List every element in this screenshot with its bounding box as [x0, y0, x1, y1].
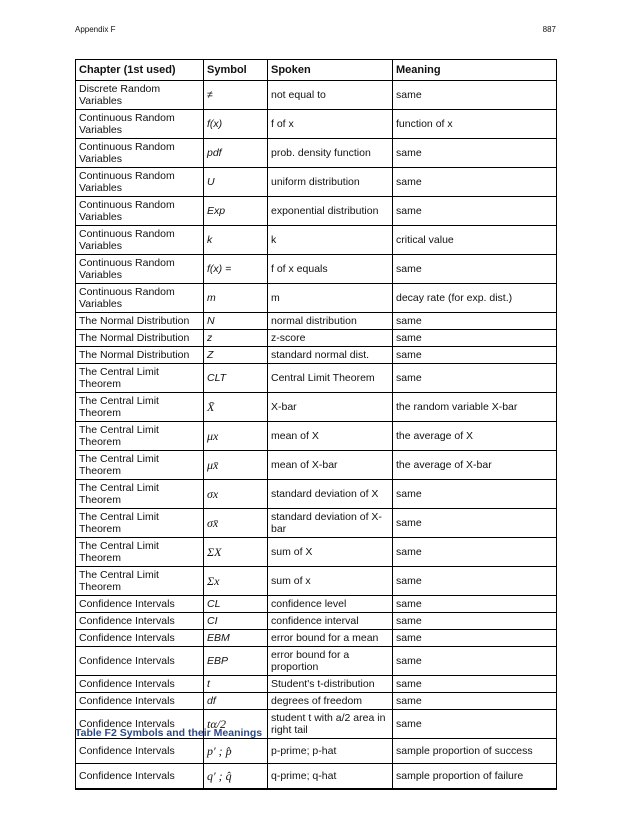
- table-row: [76, 364, 557, 393]
- cell-symbol: N: [204, 313, 268, 330]
- cell-symbol: q′ ; q̂: [204, 764, 268, 789]
- cell-meaning: same: [393, 197, 557, 226]
- cell-symbol: t: [204, 676, 268, 693]
- cell-symbol: ≠: [204, 81, 268, 110]
- table-row: [76, 347, 557, 364]
- cell-chapter: The Central Limit Theorem: [76, 538, 204, 567]
- table-row: [76, 567, 557, 596]
- cell-chapter: The Central Limit Theorem: [76, 451, 204, 480]
- cell-chapter: The Central Limit Theorem: [76, 480, 204, 509]
- table-row: [76, 451, 557, 480]
- cell-chapter: Confidence Intervals: [76, 764, 204, 789]
- cell-meaning: same: [393, 676, 557, 693]
- cell-spoken: degrees of freedom: [268, 693, 393, 710]
- cell-meaning: same: [393, 693, 557, 710]
- cell-spoken: exponential distribution: [268, 197, 393, 226]
- column-header-symbol: Symbol: [204, 60, 268, 81]
- cell-meaning: sample proportion of failure: [393, 764, 557, 789]
- table-row: [76, 596, 557, 613]
- cell-chapter: Continuous Random Variables: [76, 226, 204, 255]
- cell-symbol: pdf: [204, 139, 268, 168]
- cell-spoken: confidence level: [268, 596, 393, 613]
- cell-spoken: f of x equals: [268, 255, 393, 284]
- cell-meaning: same: [393, 567, 557, 596]
- table-row: [76, 168, 557, 197]
- cell-symbol: k: [204, 226, 268, 255]
- cell-spoken: standard normal dist.: [268, 347, 393, 364]
- table-row: [76, 197, 557, 226]
- cell-symbol: z: [204, 330, 268, 347]
- cell-meaning: same: [393, 596, 557, 613]
- cell-symbol: ΣX: [204, 538, 268, 567]
- table-row: [76, 630, 557, 647]
- cell-chapter: Continuous Random Variables: [76, 139, 204, 168]
- table-row: [76, 693, 557, 710]
- cell-chapter: Confidence Intervals: [76, 676, 204, 693]
- symbols-table: [75, 59, 557, 790]
- cell-symbol: σx̄: [204, 509, 268, 538]
- table-header-row: [76, 60, 557, 81]
- table-row: [76, 110, 557, 139]
- cell-chapter: Continuous Random Variables: [76, 110, 204, 139]
- cell-chapter: Confidence Intervals: [76, 647, 204, 676]
- table-row: [76, 313, 557, 330]
- cell-meaning: same: [393, 255, 557, 284]
- table-row: [76, 330, 557, 347]
- cell-meaning: same: [393, 509, 557, 538]
- cell-meaning: the average of X: [393, 422, 557, 451]
- table-row: [76, 509, 557, 538]
- cell-symbol: f(x): [204, 110, 268, 139]
- cell-spoken: q-prime; q-hat: [268, 764, 393, 789]
- cell-symbol: EBP: [204, 647, 268, 676]
- cell-symbol: X̄: [204, 393, 268, 422]
- cell-meaning: same: [393, 613, 557, 630]
- cell-meaning: function of x: [393, 110, 557, 139]
- cell-chapter: Continuous Random Variables: [76, 284, 204, 313]
- cell-meaning: the average of X-bar: [393, 451, 557, 480]
- cell-spoken: student t with a/2 area in right tail: [268, 710, 393, 739]
- table-row: [76, 764, 557, 789]
- cell-symbol: U: [204, 168, 268, 197]
- cell-chapter: The Normal Distribution: [76, 330, 204, 347]
- cell-chapter: Confidence Intervals: [76, 630, 204, 647]
- cell-spoken: m: [268, 284, 393, 313]
- cell-symbol: Exp: [204, 197, 268, 226]
- cell-spoken: sum of X: [268, 538, 393, 567]
- table-caption: Table F2 Symbols and their Meanings: [75, 727, 263, 739]
- cell-meaning: same: [393, 480, 557, 509]
- cell-meaning: same: [393, 81, 557, 110]
- table-row: [76, 255, 557, 284]
- cell-symbol: EBM: [204, 630, 268, 647]
- cell-spoken: mean of X: [268, 422, 393, 451]
- cell-meaning: same: [393, 168, 557, 197]
- cell-spoken: sum of x: [268, 567, 393, 596]
- cell-symbol: Σx: [204, 567, 268, 596]
- cell-spoken: uniform distribution: [268, 168, 393, 197]
- table-row: [76, 613, 557, 630]
- cell-spoken: prob. density function: [268, 139, 393, 168]
- cell-chapter: Continuous Random Variables: [76, 197, 204, 226]
- cell-spoken: standard deviation of X: [268, 480, 393, 509]
- table-row: [76, 422, 557, 451]
- column-header-spoken: Spoken: [268, 60, 393, 81]
- cell-spoken: Central Limit Theorem: [268, 364, 393, 393]
- cell-meaning: same: [393, 647, 557, 676]
- cell-spoken: not equal to: [268, 81, 393, 110]
- cell-symbol: CLT: [204, 364, 268, 393]
- cell-chapter: Continuous Random Variables: [76, 168, 204, 197]
- cell-chapter: The Central Limit Theorem: [76, 393, 204, 422]
- cell-spoken: normal distribution: [268, 313, 393, 330]
- column-header-chapter: Chapter (1st used): [76, 60, 204, 81]
- cell-symbol: σx: [204, 480, 268, 509]
- cell-symbol: CL: [204, 596, 268, 613]
- cell-spoken: p-prime; p-hat: [268, 739, 393, 764]
- table-row: [76, 538, 557, 567]
- cell-meaning: same: [393, 347, 557, 364]
- cell-spoken: f of x: [268, 110, 393, 139]
- cell-spoken: confidence interval: [268, 613, 393, 630]
- cell-chapter: Confidence Intervals: [76, 596, 204, 613]
- table-row: [76, 676, 557, 693]
- cell-symbol: μx: [204, 422, 268, 451]
- cell-chapter: Discrete Random Variables: [76, 81, 204, 110]
- cell-chapter: Confidence Intervals: [76, 739, 204, 764]
- cell-symbol: Z: [204, 347, 268, 364]
- page-number: 887: [542, 25, 556, 34]
- cell-meaning: same: [393, 364, 557, 393]
- cell-spoken: Student's t-distribution: [268, 676, 393, 693]
- cell-symbol: m: [204, 284, 268, 313]
- cell-spoken: k: [268, 226, 393, 255]
- cell-meaning: same: [393, 330, 557, 347]
- table-row: [76, 139, 557, 168]
- running-header: Appendix F: [75, 25, 116, 34]
- table-row: [76, 284, 557, 313]
- cell-spoken: z-score: [268, 330, 393, 347]
- cell-meaning: same: [393, 710, 557, 739]
- cell-meaning: sample proportion of success: [393, 739, 557, 764]
- cell-symbol: tα/2: [204, 710, 268, 739]
- cell-symbol: CI: [204, 613, 268, 630]
- cell-symbol: f(x) =: [204, 255, 268, 284]
- cell-meaning: same: [393, 538, 557, 567]
- cell-chapter: Confidence Intervals: [76, 710, 204, 739]
- cell-chapter: The Central Limit Theorem: [76, 364, 204, 393]
- cell-spoken: X-bar: [268, 393, 393, 422]
- cell-chapter: The Normal Distribution: [76, 313, 204, 330]
- table-row: [76, 81, 557, 110]
- cell-symbol: p′ ; p̂: [204, 739, 268, 764]
- cell-chapter: Confidence Intervals: [76, 613, 204, 630]
- cell-chapter: The Central Limit Theorem: [76, 509, 204, 538]
- table-row: [76, 226, 557, 255]
- cell-symbol: df: [204, 693, 268, 710]
- cell-chapter: The Normal Distribution: [76, 347, 204, 364]
- cell-meaning: critical value: [393, 226, 557, 255]
- table-row: [76, 739, 557, 764]
- table-row: [76, 480, 557, 509]
- table-row: [76, 393, 557, 422]
- cell-meaning: the random variable X-bar: [393, 393, 557, 422]
- cell-meaning: same: [393, 313, 557, 330]
- cell-spoken: mean of X-bar: [268, 451, 393, 480]
- cell-meaning: decay rate (for exp. dist.): [393, 284, 557, 313]
- cell-spoken: error bound for a proportion: [268, 647, 393, 676]
- table-row: [76, 647, 557, 676]
- cell-spoken: standard deviation of X-bar: [268, 509, 393, 538]
- cell-meaning: same: [393, 630, 557, 647]
- column-header-meaning: Meaning: [393, 60, 557, 81]
- cell-meaning: same: [393, 139, 557, 168]
- cell-chapter: The Central Limit Theorem: [76, 567, 204, 596]
- cell-chapter: The Central Limit Theorem: [76, 422, 204, 451]
- cell-symbol: μx̄: [204, 451, 268, 480]
- cell-chapter: Continuous Random Variables: [76, 255, 204, 284]
- cell-chapter: Confidence Intervals: [76, 693, 204, 710]
- cell-spoken: error bound for a mean: [268, 630, 393, 647]
